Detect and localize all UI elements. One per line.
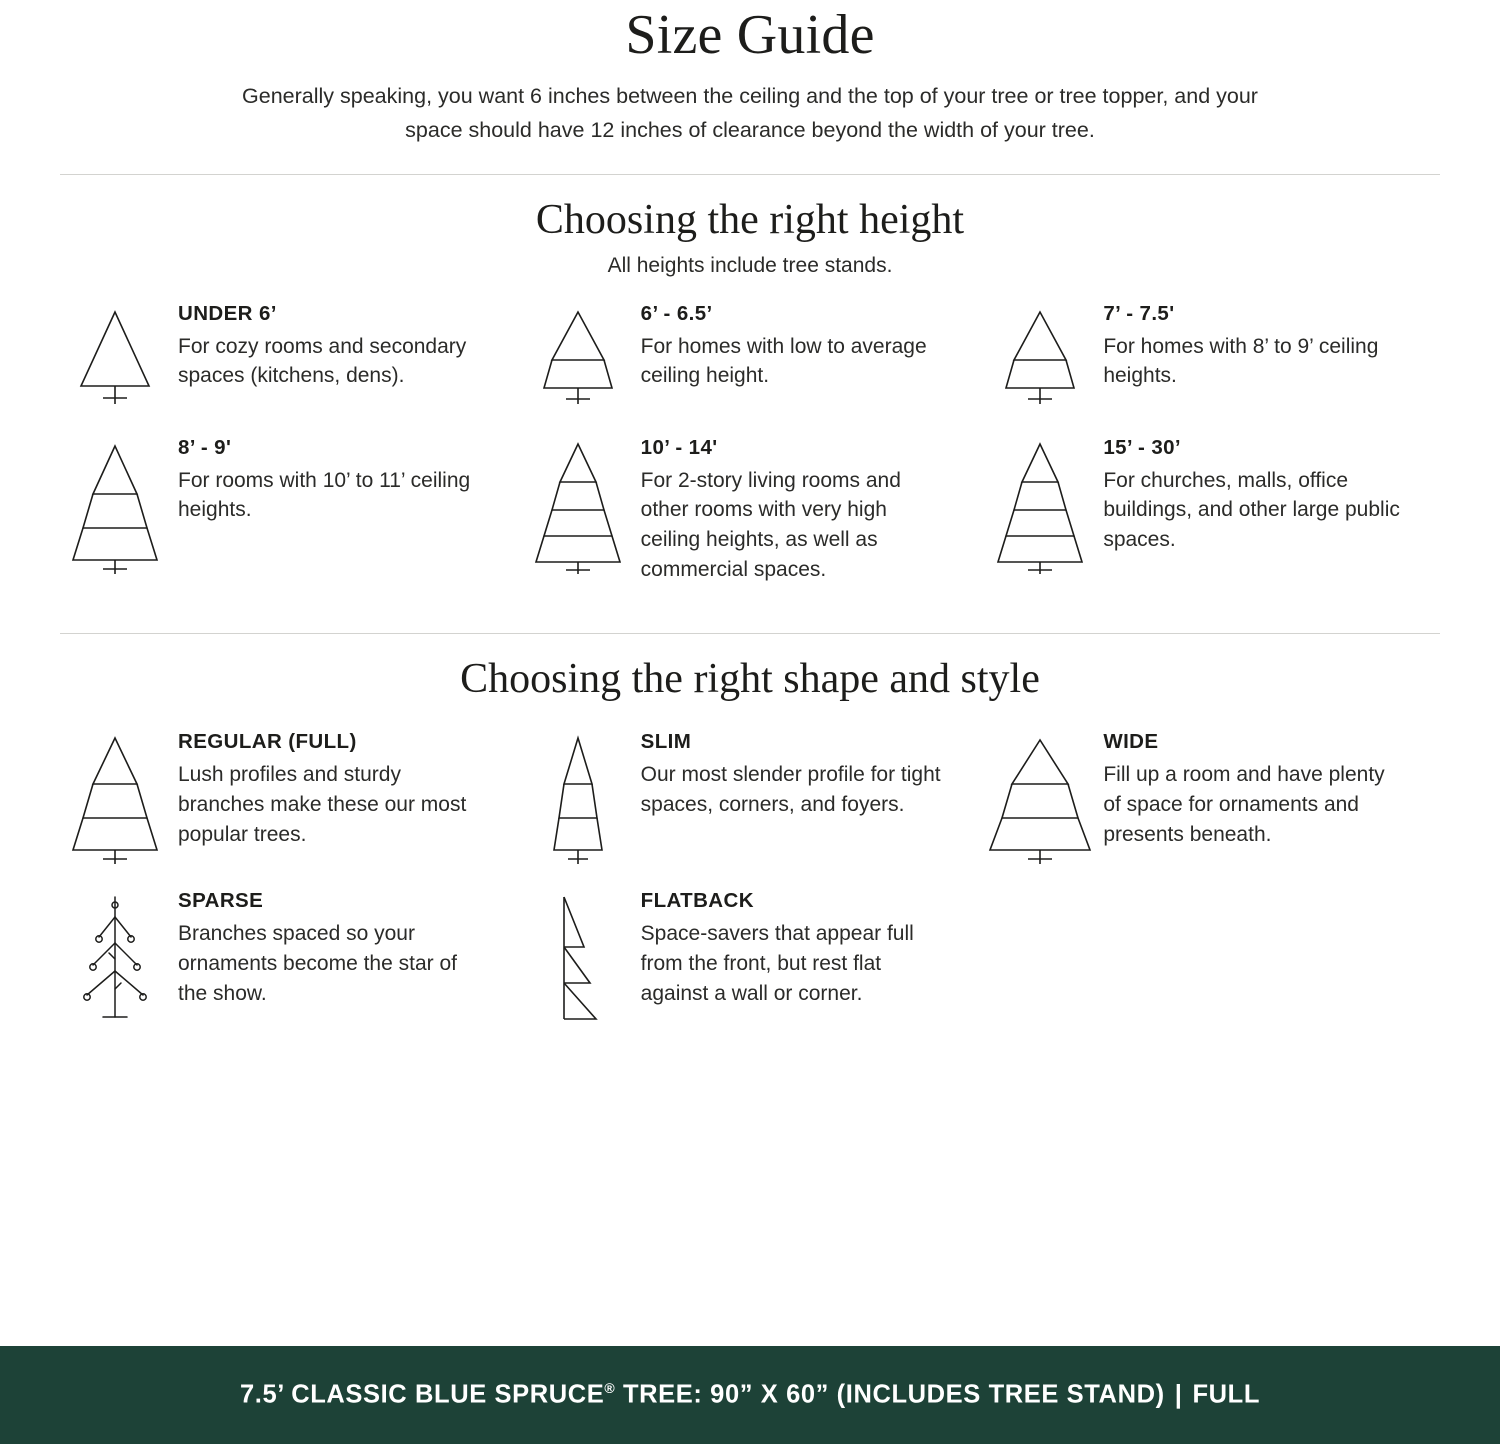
- shape-card-label: REGULAR (FULL): [178, 730, 357, 754]
- tree-regular-icon: [56, 730, 174, 867]
- height-card-7-to-7-5: [981, 302, 1444, 436]
- tree-wide-icon: [981, 730, 1099, 867]
- shape-card-flatback: [519, 889, 982, 1048]
- height-card-text: [174, 436, 505, 526]
- intro-text: Generally speaking, you want 6 inches between the ceiling and the top of your tree or tree topper, and your space should have 12 inches of clearance beyond the width of your tree.: [242, 84, 1258, 143]
- tree-slim-icon: [519, 730, 637, 867]
- height-card-label: 10’ - 14': [640, 435, 718, 459]
- height-card-10-to-14: [519, 436, 982, 607]
- shape-card-label: SPARSE: [178, 889, 264, 913]
- shape-card-sparse: [56, 889, 519, 1048]
- height-card-text: [1099, 302, 1430, 392]
- height-card-desc: For homes with 8’ to 9’ ceiling heights.: [1103, 334, 1379, 388]
- footer-registered-mark: ®: [604, 1380, 616, 1397]
- shape-card-desc: Lush profiles and sturdy branches make these our most popular trees.: [178, 763, 467, 847]
- shape-card-text: [637, 730, 968, 820]
- shape-card-text: [1099, 730, 1430, 849]
- product-footer-text: [240, 1380, 1260, 1410]
- shape-card-desc: Branches spaced so your ornaments become the star of the show.: [178, 922, 457, 1006]
- shape-card-desc: Fill up a room and have plenty of space for ornaments and presents beneath.: [1103, 763, 1385, 847]
- height-card-under-6: [56, 302, 519, 436]
- height-card-desc: For churches, malls, office buildings, and other large public spaces.: [1103, 468, 1400, 552]
- shape-card-text: [174, 730, 505, 849]
- height-card-label: 15’ - 30’: [1103, 435, 1182, 459]
- shape-card-empty: [981, 889, 1444, 1048]
- page-title: Size Guide: [625, 4, 875, 66]
- product-footer-bar: [0, 1346, 1500, 1444]
- height-card-label: 7’ - 7.5': [1103, 301, 1175, 325]
- height-card-8-to-9: [56, 436, 519, 607]
- tree-sparse-icon: [56, 889, 174, 1026]
- shape-card-label: SLIM: [640, 730, 692, 754]
- shape-card-regular-full: [56, 730, 519, 889]
- header: [56, 0, 1444, 148]
- shape-grid: [56, 730, 1444, 1048]
- footer-dimensions: 90” X 60” (INCLUDES TREE STAND): [710, 1380, 1165, 1409]
- height-card-label: 8’ - 9': [178, 435, 232, 459]
- height-card-text: [174, 302, 505, 392]
- height-section-subtitle: All heights include tree stands.: [607, 253, 893, 277]
- height-card-desc: For homes with low to average ceiling height.: [640, 334, 927, 388]
- shape-card-text: [174, 889, 505, 1008]
- shape-card-desc: Space-savers that appear full from the front, but rest flat against a wall or corner.: [640, 922, 914, 1006]
- footer-separator: |: [1174, 1380, 1183, 1409]
- height-card-15-to-30: [981, 436, 1444, 607]
- height-card-text: [1099, 436, 1430, 555]
- height-card-desc: For cozy rooms and secondary spaces (kitchens, dens).: [178, 334, 467, 388]
- tree-1-tier-icon: [56, 302, 174, 414]
- shape-card-desc: Our most slender profile for tight spaces, corners, and foyers.: [640, 763, 941, 817]
- tree-2-tier-icon: [981, 302, 1099, 414]
- shape-card-label: FLATBACK: [640, 889, 754, 913]
- footer-product-suffix: TREE:: [615, 1380, 703, 1409]
- shape-card-text: [637, 889, 968, 1008]
- footer-fullness: FULL: [1192, 1380, 1260, 1409]
- tree-4-tier-icon: [981, 436, 1099, 578]
- height-card-desc: For rooms with 10’ to 11’ ceiling heights.: [178, 468, 471, 522]
- footer-product-name: 7.5’ CLASSIC BLUE SPRUCE: [239, 1380, 605, 1409]
- shape-section: [56, 634, 1444, 1049]
- height-grid: [56, 302, 1444, 607]
- tree-4-tier-icon: [519, 436, 637, 578]
- shape-card-slim: [519, 730, 982, 889]
- shape-section-title: Choosing the right shape and style: [460, 655, 1040, 702]
- height-card-text: [637, 302, 968, 392]
- shape-card-wide: [981, 730, 1444, 889]
- tree-3-tier-icon: [56, 436, 174, 578]
- height-section: [56, 175, 1444, 607]
- height-card-label: UNDER 6’: [178, 301, 277, 325]
- height-card-6-to-6-5: [519, 302, 982, 436]
- tree-2-tier-icon: [519, 302, 637, 414]
- height-section-title: Choosing the right height: [535, 197, 965, 244]
- height-card-desc: For 2-story living rooms and other rooms with very high ceiling heights, as well as commercial spaces.: [640, 468, 901, 582]
- tree-flatback-icon: [519, 889, 637, 1026]
- height-card-text: [637, 436, 968, 585]
- shape-card-label: WIDE: [1103, 730, 1159, 754]
- height-card-label: 6’ - 6.5’: [640, 301, 713, 325]
